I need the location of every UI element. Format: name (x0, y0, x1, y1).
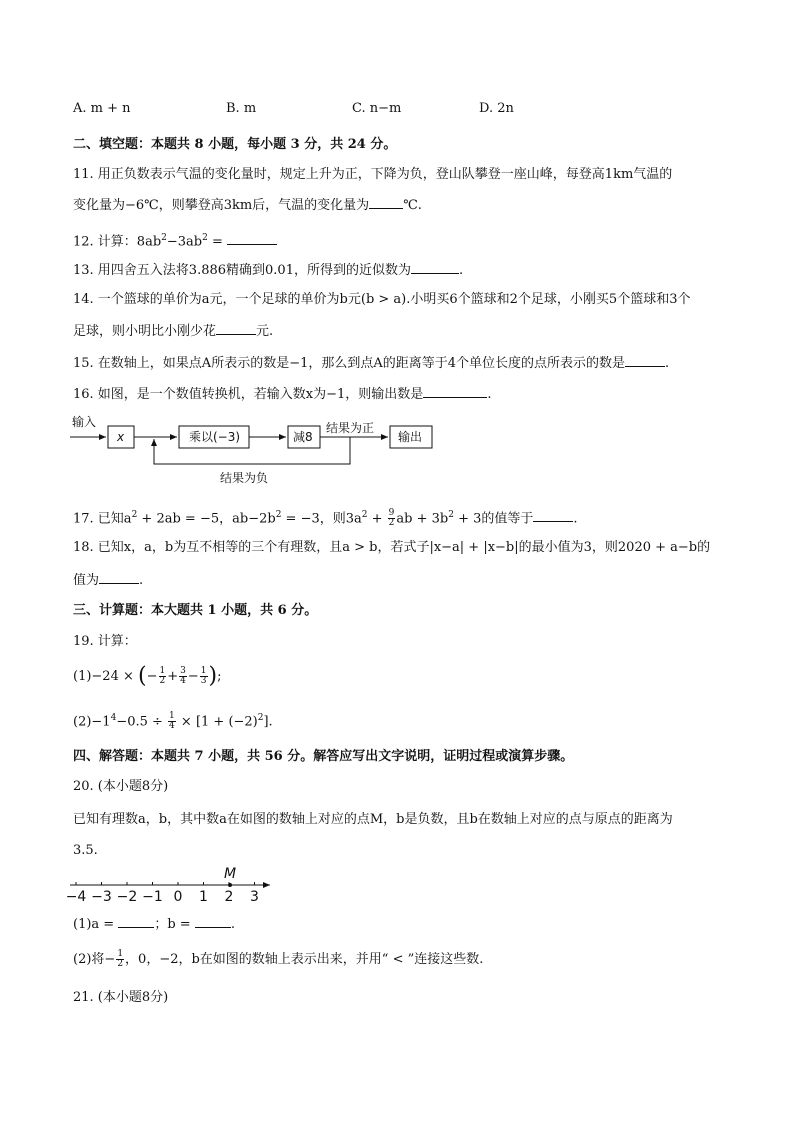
point-m-dot (228, 883, 232, 887)
q19-frac1-den: 2 (159, 676, 166, 686)
q13-text: 13. 用四舍五入法将3.886精确到0.01，所得到的近似数为 (73, 263, 411, 278)
q18-end: . (139, 573, 144, 588)
q10-option-c: C. n−m (352, 101, 402, 116)
q17-frac-num: 9 (388, 508, 395, 519)
q12-exp-1: 2 (161, 233, 167, 243)
q19-frac-3 (200, 667, 208, 686)
value-converter-flowchart (70, 412, 450, 487)
q17-text-e: ab + 3b (396, 511, 449, 527)
q17-blank (533, 508, 573, 522)
q17-text-a: 17. 已知a (73, 511, 132, 527)
q19-part2 (73, 706, 273, 734)
q19-p2-end: ]. (263, 714, 273, 730)
q14-line2 (73, 321, 273, 342)
q14-blank (216, 321, 256, 335)
q11-line1: 11. 用正负数表示气温的变化量时，规定上升为正，下降为负，登山队攀登一座山峰，每登高1km气温的 (73, 167, 673, 182)
q19-frac3-num: 1 (200, 666, 207, 676)
number-line (65, 865, 280, 905)
q19-frac2-den: 4 (180, 676, 186, 686)
q19-frac1-num: 1 (159, 666, 166, 676)
q20-line1: 已知有理数a，b，其中数a在如图的数轴上对应的点M，b是负数，且b在数轴上对应的点与原点的距离为 (73, 812, 673, 827)
q17-fraction (388, 509, 396, 528)
q19-exp-2: 2 (257, 713, 264, 723)
number-line-tick-label: 3 (250, 889, 259, 905)
q14-text-a: 足球，则小明比小刚少花 (73, 324, 217, 339)
q11-text-a: 变化量为−6℃，则攀登高3km后，气温的变化量为 (73, 198, 370, 213)
q12 (73, 228, 277, 252)
q10-option-d: D. 2n (479, 101, 514, 116)
q20-blank-a (118, 914, 154, 928)
q19-part1 (73, 664, 222, 690)
number-line-tick-label: −2 (116, 889, 138, 905)
q17-end: . (573, 511, 578, 527)
flow-input-label: 输入 (72, 415, 97, 429)
q13 (73, 260, 463, 281)
q17 (73, 503, 578, 531)
q10-option-b: B. m (226, 101, 257, 116)
q20-p2-frac-den: 2 (117, 959, 124, 969)
q19-frac2-num: 3 (180, 666, 186, 676)
q17-text-c: = −3，则3a (281, 511, 362, 527)
q15-text: 15. 在数轴上，如果点A所表示的数是−1，那么到点A的距离等于4个单位长度的点所表示的数是 (73, 356, 626, 371)
q20-part2 (73, 948, 483, 972)
number-line-tick-label: −4 (65, 889, 87, 905)
flow-x-label: x (117, 430, 125, 444)
q17-exp-4: 2 (448, 510, 454, 520)
q19-p2-text-a: (2)−1 (73, 714, 111, 730)
flow-multiply-label: 乘以(−3) (189, 430, 241, 444)
q15-end: . (665, 356, 670, 371)
q19-p1-text: (1)−24 × (73, 669, 139, 684)
q13-blank (411, 260, 459, 274)
q19-frac-2 (179, 667, 187, 686)
q20-p1-text-a: (1)a = (73, 917, 119, 932)
q20-line2: 3.5. (73, 843, 98, 858)
section-3-heading: 三、计算题：本大题共 1 小题，共 6 分。 (73, 603, 318, 618)
q19-paren-close: ) (208, 663, 218, 689)
q18-line2 (73, 570, 143, 591)
q20-p1-text-b: ；b = (154, 917, 195, 932)
q20-title: 20. (本小题8分) (73, 779, 169, 794)
q19-frac3-den: 3 (200, 676, 207, 686)
q19-frac-1 (159, 667, 167, 686)
q11-line2 (73, 195, 422, 216)
q17-text-b: + 2ab = −5，ab−2b (137, 511, 276, 527)
number-line-tick-label: 1 (199, 889, 208, 905)
q19-p1-end: ; (217, 669, 222, 684)
number-line-tick-label: 0 (173, 889, 183, 905)
q17-exp-1: 2 (131, 510, 138, 520)
q19-p2-fraction (168, 712, 176, 731)
q14-text-b: 元. (256, 324, 274, 339)
q19-plus: + (167, 669, 179, 684)
q12-text-b: −3ab (166, 234, 203, 250)
q20-p2-text-b: ，0，−2，b在如图的数轴上表示出来，并用“ < ”连接这些数. (125, 952, 484, 967)
q15-blank (625, 353, 665, 367)
q18-blank (99, 570, 139, 584)
q17-exp-3: 2 (361, 510, 368, 520)
q17-text-f: + 3的值等于 (453, 511, 534, 527)
q16-blank (423, 384, 487, 398)
q16 (73, 384, 491, 405)
flow-subtract-label: 减8 (293, 430, 313, 444)
number-line-tick-label: −1 (142, 889, 163, 905)
q17-exp-2: 2 (275, 510, 282, 520)
q10-option-a: A. m + n (73, 101, 131, 116)
q15 (73, 353, 669, 374)
q12-text-a: 12. 计算：8ab (73, 234, 162, 250)
q12-exp-2: 2 (202, 233, 208, 243)
q18-line1: 18. 已知x，a，b为互不相等的三个有理数，且a > b，若式子|x−a| + |x−b|的最小值为3，则2020 + a−b的 (73, 540, 711, 555)
q20-p2-text-a: (2)将− (73, 952, 116, 967)
flow-positive-label: 结果为正 (326, 421, 375, 435)
q11-blank (369, 195, 403, 209)
q19-p2-frac-den: 4 (169, 721, 175, 732)
q19-p2-text-b: −0.5 ÷ (116, 714, 168, 730)
q19-title: 19. 计算： (73, 634, 137, 649)
q19-p2-text-c: × [1 + (−2) (176, 714, 258, 730)
q20-p2-frac-num: 1 (117, 949, 124, 959)
number-line-tick-label: −3 (91, 889, 112, 905)
flow-output-label: 输出 (398, 430, 423, 444)
flow-negative-label: 结果为负 (220, 471, 269, 485)
q20-part1 (73, 914, 235, 935)
q20-p2-fraction (116, 950, 124, 969)
q18-text-a: 值为 (73, 573, 100, 588)
q17-frac-den: 2 (388, 518, 395, 529)
q12-text-c: = (207, 234, 228, 250)
q19-exp-4: 4 (110, 713, 117, 723)
q19-minus: − (146, 669, 158, 684)
q14-line1: 14. 一个篮球的单价为a元，一个足球的单价为b元(b > a).小明买6个篮球和2个足球，小刚买5个篮球和3个 (73, 292, 691, 307)
q12-blank (227, 231, 277, 245)
q21-title: 21. (本小题8分) (73, 990, 169, 1005)
section-2-heading: 二、填空题：本题共 8 小题，每小题 3 分，共 24 分。 (73, 137, 397, 152)
q16-end: . (487, 387, 492, 402)
q20-p1-end: . (230, 917, 235, 932)
section-4-heading: 四、解答题：本题共 7 小题，共 56 分。解答应写出文字说明，证明过程或演算步骤。 (73, 749, 574, 764)
q13-end: . (458, 263, 464, 278)
q11-text-b: ℃. (403, 198, 422, 213)
q19-paren-open: ( (138, 663, 147, 689)
q17-text-d: + (367, 511, 387, 527)
point-m-label: M (224, 866, 237, 882)
q19-p2-frac-num: 1 (169, 711, 175, 722)
q20-blank-b (195, 914, 231, 928)
q16-text: 16. 如图，是一个数值转换机，若输入数x为−1，则输出数是 (73, 387, 424, 402)
q19-minus-2: − (187, 669, 199, 684)
number-line-tick-label: 2 (224, 889, 234, 905)
